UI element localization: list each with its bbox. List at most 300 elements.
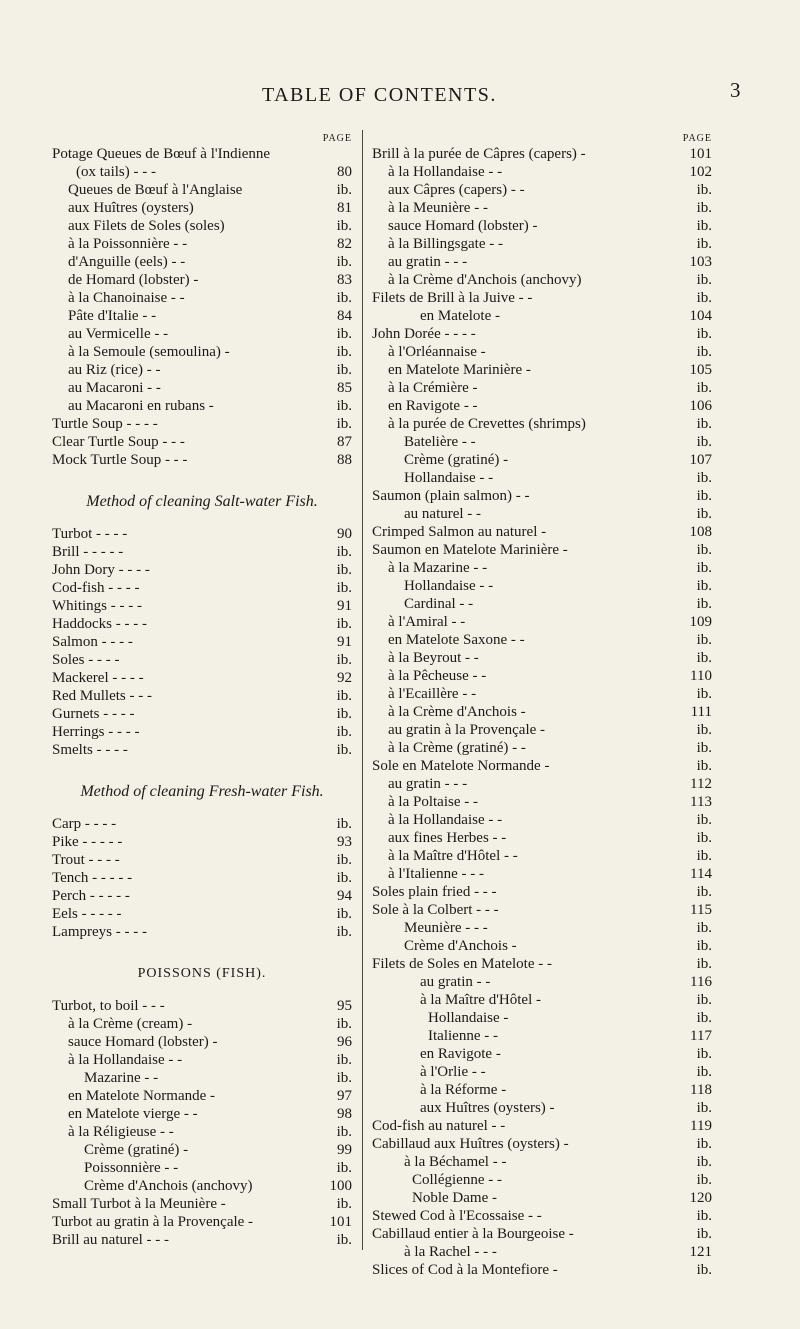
right-column: [372, 133, 712, 1279]
entry-page: ib.: [696, 650, 712, 666]
entry-page: 98: [337, 1106, 352, 1122]
toc-entry: [372, 397, 712, 415]
entry-title: Clear Turtle Soup - - -: [52, 434, 185, 450]
entry-page: 91: [337, 634, 352, 650]
toc-entry: [372, 775, 712, 793]
entry-title: Pike - - - - -: [52, 834, 123, 850]
entry-title: à l'Ecaillère - -: [388, 686, 477, 702]
entry-page: 109: [689, 614, 712, 630]
entry-page: ib.: [696, 740, 712, 756]
toc-entry: [52, 163, 352, 181]
entry-title: Meunière - - -: [404, 920, 488, 936]
toc-entry: [52, 705, 352, 723]
entry-page: ib.: [336, 652, 352, 668]
entry-page: 119: [690, 1118, 712, 1134]
entry-page: 103: [689, 254, 712, 270]
entry-title: au gratin - - -: [388, 254, 468, 270]
entry-title: Crème d'Anchois -: [404, 938, 517, 954]
toc-entry: [52, 815, 352, 833]
entry-title: aux Câpres (capers) - -: [388, 182, 525, 198]
entry-page: ib.: [696, 686, 712, 702]
entry-page: ib.: [696, 200, 712, 216]
entry-page: ib.: [336, 906, 352, 922]
entry-page: ib.: [336, 742, 352, 758]
entry-page: ib.: [696, 848, 712, 864]
toc-entry: [372, 1099, 712, 1117]
page-column-label: PAGE: [322, 133, 352, 144]
toc-entry: [52, 1177, 352, 1195]
toc-entry: [372, 325, 712, 343]
toc-entry: [372, 361, 712, 379]
entry-title: en Ravigote -: [420, 1046, 501, 1062]
entry-title: Filets de Soles en Matelote - -: [372, 956, 552, 972]
toc-entry: [372, 235, 712, 253]
entry-page: ib.: [696, 938, 712, 954]
entry-page: ib.: [336, 1232, 352, 1248]
toc-entry: [52, 1051, 352, 1069]
entry-title: à la purée de Crevettes (shrimps): [388, 416, 586, 432]
entry-page: ib.: [336, 290, 352, 306]
entry-page: ib.: [336, 326, 352, 342]
entry-title: John Dorée - - - -: [372, 326, 476, 342]
entry-title: Noble Dame -: [412, 1190, 497, 1206]
entry-page: ib.: [696, 1100, 712, 1116]
entry-title: à la Crème (gratiné) - -: [388, 740, 526, 756]
entry-page: 105: [689, 362, 712, 378]
entry-title: Poissonnière - -: [84, 1160, 179, 1176]
entry-page: ib.: [696, 884, 712, 900]
entry-title: Cardinal - -: [404, 596, 474, 612]
spacer: [52, 759, 352, 781]
toc-entry: [372, 289, 712, 307]
entry-page: ib.: [696, 272, 712, 288]
entry-title: de Homard (lobster) -: [68, 272, 199, 288]
entry-page: ib.: [336, 362, 352, 378]
entry-title: à la Poissonnière - -: [68, 236, 188, 252]
entry-page: ib.: [696, 560, 712, 576]
entry-title: en Matelote Normande -: [68, 1088, 216, 1104]
entry-title: Turbot au gratin à la Provençale -: [52, 1214, 254, 1230]
entry-page: ib.: [336, 616, 352, 632]
toc-entry: [372, 1045, 712, 1063]
toc-entry: [52, 199, 352, 217]
entry-page: ib.: [336, 688, 352, 704]
toc-entry: [372, 271, 712, 289]
entry-title: au gratin à la Provençale -: [388, 722, 546, 738]
toc-entry: [372, 1153, 712, 1171]
entry-page: ib.: [696, 218, 712, 234]
toc-entry: [372, 721, 712, 739]
entry-title: au gratin - - -: [388, 776, 468, 792]
toc-entry: [372, 451, 712, 469]
entry-title: à la Meunière - -: [388, 200, 488, 216]
toc-entry: [372, 631, 712, 649]
toc-entry: [372, 991, 712, 1009]
entry-title: Slices of Cod à la Montefiore -: [372, 1262, 558, 1278]
toc-entry: [52, 741, 352, 759]
entry-page: ib.: [336, 1160, 352, 1176]
entry-page: 107: [689, 452, 712, 468]
entry-title: Hollandaise - -: [404, 470, 494, 486]
toc-entry: [372, 253, 712, 271]
entry-page: ib.: [696, 758, 712, 774]
entry-page: 85: [337, 380, 352, 396]
entry-title: au naturel - -: [404, 506, 482, 522]
entry-page: ib.: [336, 724, 352, 740]
brill-sole-cod-list: [372, 145, 712, 1279]
entry-title: Brill - - - - -: [52, 544, 124, 560]
toc-entry: [372, 1225, 712, 1243]
toc-entry: [372, 595, 712, 613]
entry-page: 117: [690, 1028, 712, 1044]
page-header: [0, 78, 800, 114]
entry-title: en Matelote Marinière -: [388, 362, 531, 378]
entry-title: Crème (gratiné) -: [404, 452, 509, 468]
entry-title: Batelière - -: [404, 434, 476, 450]
toc-entry: [372, 703, 712, 721]
toc-entry: [52, 1105, 352, 1123]
entry-page: ib.: [336, 706, 352, 722]
toc-entry: [372, 307, 712, 325]
entry-page: 92: [337, 670, 352, 686]
toc-entry: [52, 325, 352, 343]
toc-entry: [372, 1009, 712, 1027]
toc-entry: [372, 541, 712, 559]
entry-title: Cod-fish au naturel - -: [372, 1118, 506, 1134]
entry-page: 104: [689, 308, 712, 324]
toc-entry: [52, 235, 352, 253]
entry-page: 91: [337, 598, 352, 614]
entry-title: John Dory - - - -: [52, 562, 150, 578]
toc-entry: [372, 145, 712, 163]
entry-title: Turtle Soup - - - -: [52, 416, 158, 432]
entry-page: ib.: [336, 816, 352, 832]
toc-entry: [52, 289, 352, 307]
entry-page: ib.: [696, 1226, 712, 1242]
entry-title: Stewed Cod à l'Ecossaise - -: [372, 1208, 542, 1224]
entry-title: en Matelote -: [420, 308, 500, 324]
entry-title: à l'Italienne - - -: [388, 866, 484, 882]
toc-entry: [52, 833, 352, 851]
entry-page: ib.: [696, 542, 712, 558]
toc-entry: [52, 433, 352, 451]
entry-page: ib.: [336, 218, 352, 234]
entry-page: ib.: [336, 1016, 352, 1032]
toc-entry: [52, 253, 352, 271]
entry-title: à la Poltaise - -: [388, 794, 478, 810]
entry-title: en Matelote Saxone - -: [388, 632, 525, 648]
entry-page: ib.: [336, 562, 352, 578]
entry-title: à la Maître d'Hôtel - -: [388, 848, 518, 864]
entry-page: 112: [690, 776, 712, 792]
toc-entry: [372, 1117, 712, 1135]
entry-title: à la Réligieuse - -: [68, 1124, 174, 1140]
entry-page: 81: [337, 200, 352, 216]
entry-title: aux Filets de Soles (soles): [68, 218, 225, 234]
running-title: TABLE OF CONTENTS.: [262, 84, 497, 106]
left-column: [52, 133, 352, 1249]
entry-page: ib.: [696, 722, 712, 738]
entry-page: ib.: [696, 956, 712, 972]
toc-entry: [372, 793, 712, 811]
entry-page: 106: [689, 398, 712, 414]
toc-entry: [52, 307, 352, 325]
entry-title: Eels - - - - -: [52, 906, 122, 922]
spacer: [52, 469, 352, 491]
entry-page: ib.: [696, 344, 712, 360]
entry-title: d'Anguille (eels) - -: [68, 254, 186, 270]
entry-title: Salmon - - - -: [52, 634, 133, 650]
spacer: [52, 513, 352, 525]
toc-entry: [372, 523, 712, 541]
entry-title: Soles - - - -: [52, 652, 120, 668]
toc-entry: [52, 1213, 352, 1231]
toc-entry: [372, 433, 712, 451]
entry-title: à la Mazarine - -: [388, 560, 488, 576]
spacer: [52, 803, 352, 815]
entry-title: à la Crème (cream) -: [68, 1016, 193, 1032]
toc-entry: [372, 973, 712, 991]
toc-entry: [372, 1063, 712, 1081]
entry-title: à la Maître d'Hôtel -: [420, 992, 541, 1008]
entry-title: Mock Turtle Soup - - -: [52, 452, 188, 468]
entry-page: ib.: [696, 1010, 712, 1026]
entry-page: ib.: [696, 1064, 712, 1080]
toc-entry: [52, 1195, 352, 1213]
toc-entry: [372, 901, 712, 919]
spacer: [52, 941, 352, 963]
entry-page: 84: [337, 308, 352, 324]
entry-title: à l'Orléannaise -: [388, 344, 486, 360]
toc-entry: [52, 145, 352, 163]
entry-title: à la Chanoinaise - -: [68, 290, 185, 306]
toc-entry: [52, 723, 352, 741]
entry-title: Carp - - - -: [52, 816, 117, 832]
entry-page: 115: [690, 902, 712, 918]
entry-title: aux Huîtres (oysters): [68, 200, 194, 216]
entry-title: Soles plain fried - - -: [372, 884, 497, 900]
entry-title: Pâte d'Italie - -: [68, 308, 157, 324]
toc-entry: [372, 919, 712, 937]
toc-entry: [372, 1189, 712, 1207]
entry-title: au Macaroni - -: [68, 380, 161, 396]
entry-title: Turbot, to boil - - -: [52, 998, 165, 1014]
entry-page: 121: [689, 1244, 712, 1260]
salt-water-heading: Method of cleaning Salt-water Fish.: [86, 493, 318, 510]
entry-page: 111: [690, 704, 712, 720]
entry-page: 96: [337, 1034, 352, 1050]
entry-title: Cod-fish - - - -: [52, 580, 140, 596]
entry-title: aux Huîtres (oysters) -: [420, 1100, 555, 1116]
toc-entry: [52, 687, 352, 705]
entry-title: à la Crémière -: [388, 380, 478, 396]
entry-title: (ox tails) - - -: [76, 164, 156, 180]
entry-page: ib.: [696, 1046, 712, 1062]
toc-entry: [52, 379, 352, 397]
entry-page: ib.: [696, 632, 712, 648]
entry-title: Red Mullets - - -: [52, 688, 152, 704]
entry-title: Potage Queues de Bœuf à l'Indienne: [52, 146, 271, 162]
toc-entry: [52, 869, 352, 887]
entry-page: ib.: [336, 924, 352, 940]
entry-title: Smelts - - - -: [52, 742, 128, 758]
entry-page: ib.: [696, 434, 712, 450]
toc-entry: [372, 613, 712, 631]
toc-entry: [372, 1207, 712, 1225]
entry-page: 90: [337, 526, 352, 542]
entry-page: ib.: [696, 578, 712, 594]
entry-title: à la Rachel - - -: [404, 1244, 497, 1260]
toc-entry: [372, 1135, 712, 1153]
entry-title: au Vermicelle - -: [68, 326, 169, 342]
poissons-heading: POISSONS (FISH).: [137, 966, 267, 981]
entry-title: à la Béchamel - -: [404, 1154, 507, 1170]
toc-entry: [372, 811, 712, 829]
entry-page: ib.: [336, 544, 352, 560]
entry-title: à la Hollandaise - -: [388, 812, 503, 828]
entry-page: ib.: [696, 992, 712, 1008]
entry-page: ib.: [696, 1154, 712, 1170]
entry-title: à l'Amiral - -: [388, 614, 466, 630]
entry-page: 101: [329, 1214, 352, 1230]
entry-title: au gratin - -: [420, 974, 491, 990]
entry-page: ib.: [336, 398, 352, 414]
entry-page: ib.: [696, 1136, 712, 1152]
entry-title: Saumon (plain salmon) - -: [372, 488, 530, 504]
entry-title: Crème (gratiné) -: [84, 1142, 189, 1158]
toc-entry: [372, 559, 712, 577]
fresh-water-list: [52, 815, 352, 941]
entry-page: ib.: [696, 1208, 712, 1224]
entry-title: Trout - - - -: [52, 852, 120, 868]
entry-page: 114: [690, 866, 712, 882]
toc-entry: [372, 757, 712, 775]
entry-page: ib.: [336, 344, 352, 360]
entry-page: 100: [329, 1178, 352, 1194]
entry-title: Haddocks - - - -: [52, 616, 147, 632]
entry-page: 97: [337, 1088, 352, 1104]
poissons-list: [52, 997, 352, 1249]
entry-page: 87: [337, 434, 352, 450]
toc-entry: [52, 1159, 352, 1177]
entry-page: ib.: [336, 182, 352, 198]
toc-entry: [372, 379, 712, 397]
toc-entry: [52, 1141, 352, 1159]
toc-entry: [52, 271, 352, 289]
toc-entry: [372, 217, 712, 235]
entry-title: Crème d'Anchois (anchovy): [84, 1178, 253, 1194]
fresh-water-heading: Method of cleaning Fresh-water Fish.: [80, 783, 324, 800]
toc-entry: [52, 923, 352, 941]
toc-entry: [52, 361, 352, 379]
entry-page: ib.: [696, 920, 712, 936]
entry-title: à la Hollandaise - -: [388, 164, 503, 180]
entry-page: ib.: [696, 380, 712, 396]
entry-title: Collégienne - -: [412, 1172, 502, 1188]
entry-title: Gurnets - - - -: [52, 706, 135, 722]
toc-entry: [52, 451, 352, 469]
toc-entry: [372, 1243, 712, 1261]
toc-entry: [372, 865, 712, 883]
entry-title: Hollandaise - -: [404, 578, 494, 594]
entry-page: ib.: [336, 1070, 352, 1086]
toc-entry: [372, 505, 712, 523]
entry-title: Turbot - - - -: [52, 526, 128, 542]
entry-page: 101: [689, 146, 712, 162]
toc-entry: [52, 525, 352, 543]
toc-entry: [52, 597, 352, 615]
entry-page: 80: [337, 164, 352, 180]
entry-page: 120: [689, 1190, 712, 1206]
entry-page: 102: [689, 164, 712, 180]
entry-page: ib.: [336, 1124, 352, 1140]
entry-page: 99: [337, 1142, 352, 1158]
entry-title: Cabillaud aux Huîtres (oysters) -: [372, 1136, 569, 1152]
entry-title: Whitings - - - -: [52, 598, 142, 614]
toc-entry: [372, 739, 712, 757]
entry-page: 113: [690, 794, 712, 810]
entry-page: 118: [690, 1082, 712, 1098]
toc-entry: [372, 343, 712, 361]
entry-page: ib.: [336, 852, 352, 868]
entry-title: en Ravigote - -: [388, 398, 478, 414]
toc-entry: [52, 633, 352, 651]
entry-title: Filets de Brill à la Juive - -: [372, 290, 533, 306]
entry-page: ib.: [336, 1052, 352, 1068]
entry-page: 110: [690, 668, 712, 684]
entry-page: ib.: [696, 290, 712, 306]
toc-entry: [372, 955, 712, 973]
entry-title: en Matelote vierge - -: [68, 1106, 198, 1122]
toc-entry: [52, 579, 352, 597]
toc-entry: [52, 1087, 352, 1105]
toc-entry: [52, 415, 352, 433]
entry-title: Crimped Salmon au naturel -: [372, 524, 547, 540]
toc-entry: [372, 685, 712, 703]
toc-entry: [52, 905, 352, 923]
toc-entry: [52, 543, 352, 561]
entry-page: ib.: [696, 506, 712, 522]
entry-title: Perch - - - - -: [52, 888, 130, 904]
entry-page: 93: [337, 834, 352, 850]
entry-page: ib.: [336, 1196, 352, 1212]
column-divider: [362, 130, 363, 1250]
entry-title: Sole en Matelote Normande -: [372, 758, 550, 774]
entry-page: ib.: [336, 580, 352, 596]
entry-title: à la Crème d'Anchois -: [388, 704, 526, 720]
entry-title: Sole à la Colbert - - -: [372, 902, 499, 918]
entry-title: Italienne - -: [428, 1028, 498, 1044]
toc-entry: [372, 181, 712, 199]
entry-page: ib.: [336, 254, 352, 270]
entry-title: Cabillaud entier à la Bourgeoise -: [372, 1226, 574, 1242]
toc-entry: [372, 649, 712, 667]
entry-title: au Riz (rice) - -: [68, 362, 161, 378]
entry-title: Mackerel - - - -: [52, 670, 144, 686]
page-column-label: PAGE: [682, 133, 712, 144]
entry-page: ib.: [336, 870, 352, 886]
entry-page: 94: [337, 888, 352, 904]
toc-entry: [372, 163, 712, 181]
entry-title: Tench - - - - -: [52, 870, 133, 886]
toc-entry: [52, 1231, 352, 1249]
toc-entry: [52, 1123, 352, 1141]
toc-entry: [372, 415, 712, 433]
toc-entry: [372, 1261, 712, 1279]
toc-entry: [372, 1081, 712, 1099]
toc-entry: [52, 1015, 352, 1033]
entry-page: 95: [337, 998, 352, 1014]
